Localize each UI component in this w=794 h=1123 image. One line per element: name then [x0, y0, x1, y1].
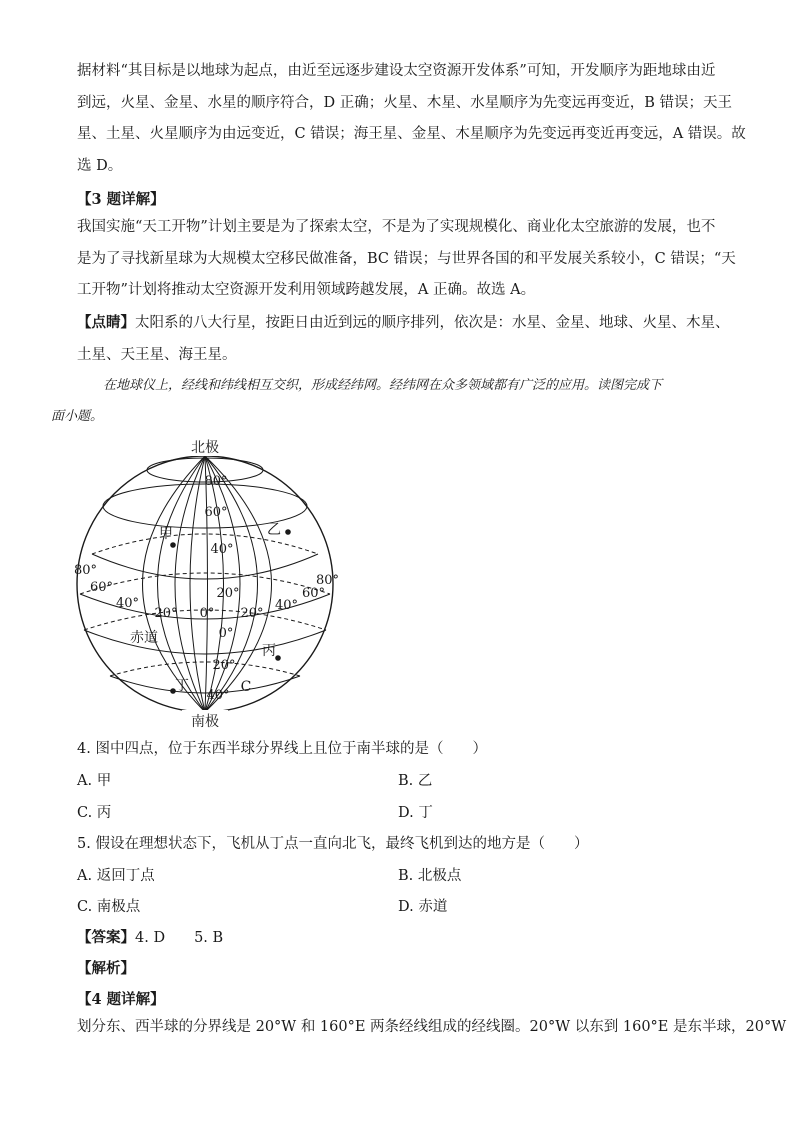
q4-heading: 【4 题详解】 [77, 991, 165, 1008]
question-5-stem: 5. 假设在理想状态下，飞机从丁点一直向北飞，最终飞机到达的地方是（ ） [77, 836, 589, 852]
lat-label-right: 80° [316, 573, 340, 588]
point-jia-label: 甲 [159, 526, 173, 542]
lat-label: 40° [206, 688, 230, 703]
latitude-lines [80, 458, 330, 693]
q5-option-d[interactable]: D. 赤道 [398, 899, 448, 915]
answer-text: 4. D 5. B [135, 930, 224, 946]
q5-option-a[interactable]: A. 返回丁点 [77, 868, 155, 884]
longitude-lines [143, 456, 272, 712]
point-ding-label: 丁 [175, 678, 189, 694]
q4-option-c[interactable]: C. 丙 [77, 805, 112, 821]
lat-label: 80° [204, 474, 228, 489]
south-pole-label: 南极 [191, 714, 219, 730]
text-line: 工开物”计划将推动太空资源开发利用领域跨越发展，A 正确。故选 A。 [77, 282, 536, 298]
tip-paragraph [77, 307, 730, 371]
text-line: 在地球仪上，经线和纬线相互交织，形成经纬网。经纬网在众多领域都有广泛的应用。读图完成下 [103, 378, 663, 393]
text-line: 是为了寻找新星球为大规模太空移民做准备，BC 错误；与世界各国的和平发展关系较小，C 错误；“天 [77, 250, 736, 267]
point-c-label: C [240, 679, 252, 695]
lat-label-left: 80° [74, 563, 98, 578]
q4-detail-paragraph [77, 1012, 787, 1044]
equator-label: 赤道 [130, 630, 158, 646]
text-line: 到远，火星、金星、水星的顺序符合，D 正确；火星、木星、水星顺序为先变远再变近，B 错误；天王 [77, 94, 732, 111]
answer-label: 【答案】 [77, 929, 135, 946]
analysis-heading: 【解析】 [77, 960, 135, 977]
point-bing-label: 丙 [262, 643, 276, 659]
text-line: 面小题。 [51, 409, 104, 424]
text-line: 我国实施“天工开物”计划主要是为了探索太空，不是为了实现规模化、商业化太空旅游的发展，也不 [77, 219, 716, 235]
point-yi-marker [285, 529, 291, 535]
text-line: 太阳系的八大行星，按距日由近到远的顺序排列，依次是：水星、金星、地球、火星、木星、 [135, 315, 730, 331]
lat-label-left: 40° [116, 596, 140, 611]
q4-option-b[interactable]: B. 乙 [398, 773, 433, 789]
q2-detail-paragraph [77, 56, 746, 182]
question-intro [51, 370, 717, 432]
point-jia-marker [170, 542, 176, 548]
question-4-stem: 4. 图中四点，位于东西半球分界线上且位于南半球的是（ ） [77, 741, 487, 757]
lat-label: 20° [212, 658, 236, 673]
text-line: 土星、天王星、海王星。 [77, 346, 237, 363]
lat-label: 20° [216, 586, 240, 601]
lat-label: 40° [210, 542, 234, 557]
text-line: 星、土星、火星顺序为由远变近，C 错误；海王星、金星、木星顺序为先变远再变近再变远，A 错误。故 [77, 126, 746, 142]
text-line: 选 D。 [77, 157, 123, 174]
point-yi-label: 乙 [267, 522, 281, 538]
north-pole-label: 北极 [191, 440, 219, 456]
lon-label: 20° [154, 606, 178, 621]
q3-heading: 【3 题详解】 [77, 191, 165, 208]
q5-option-c[interactable]: C. 南极点 [77, 899, 141, 915]
lat-label-right: 40° [275, 598, 299, 613]
lon-label: 0° [199, 606, 215, 621]
q4-option-a[interactable]: A. 甲 [77, 773, 112, 789]
lat-label: 60° [204, 505, 228, 520]
point-bing-marker [275, 655, 281, 661]
q5-option-b[interactable]: B. 北极点 [398, 868, 462, 884]
q3-detail-paragraph [77, 212, 736, 307]
lat-label-right: 60° [302, 586, 326, 601]
graticule-globe-figure [70, 434, 350, 732]
text-line: 划分东、西半球的分界线是 20°W 和 160°E 两条经线组成的经线圈。20°W 以东到 160°E 是东半球，20°W [77, 1019, 787, 1035]
tip-label: 【点睛】 [77, 314, 135, 331]
q4-option-d[interactable]: D. 丁 [398, 805, 433, 821]
text-line: 据材料“其目标是以地球为起点，由近至远逐步建设太空资源开发体系”可知，开发顺序为距地球由近 [77, 63, 716, 79]
answer-line [77, 926, 223, 947]
lat-label-left: 60° [90, 580, 114, 595]
lat-label: 0° [218, 626, 234, 641]
lon-label: 20° [240, 606, 264, 621]
